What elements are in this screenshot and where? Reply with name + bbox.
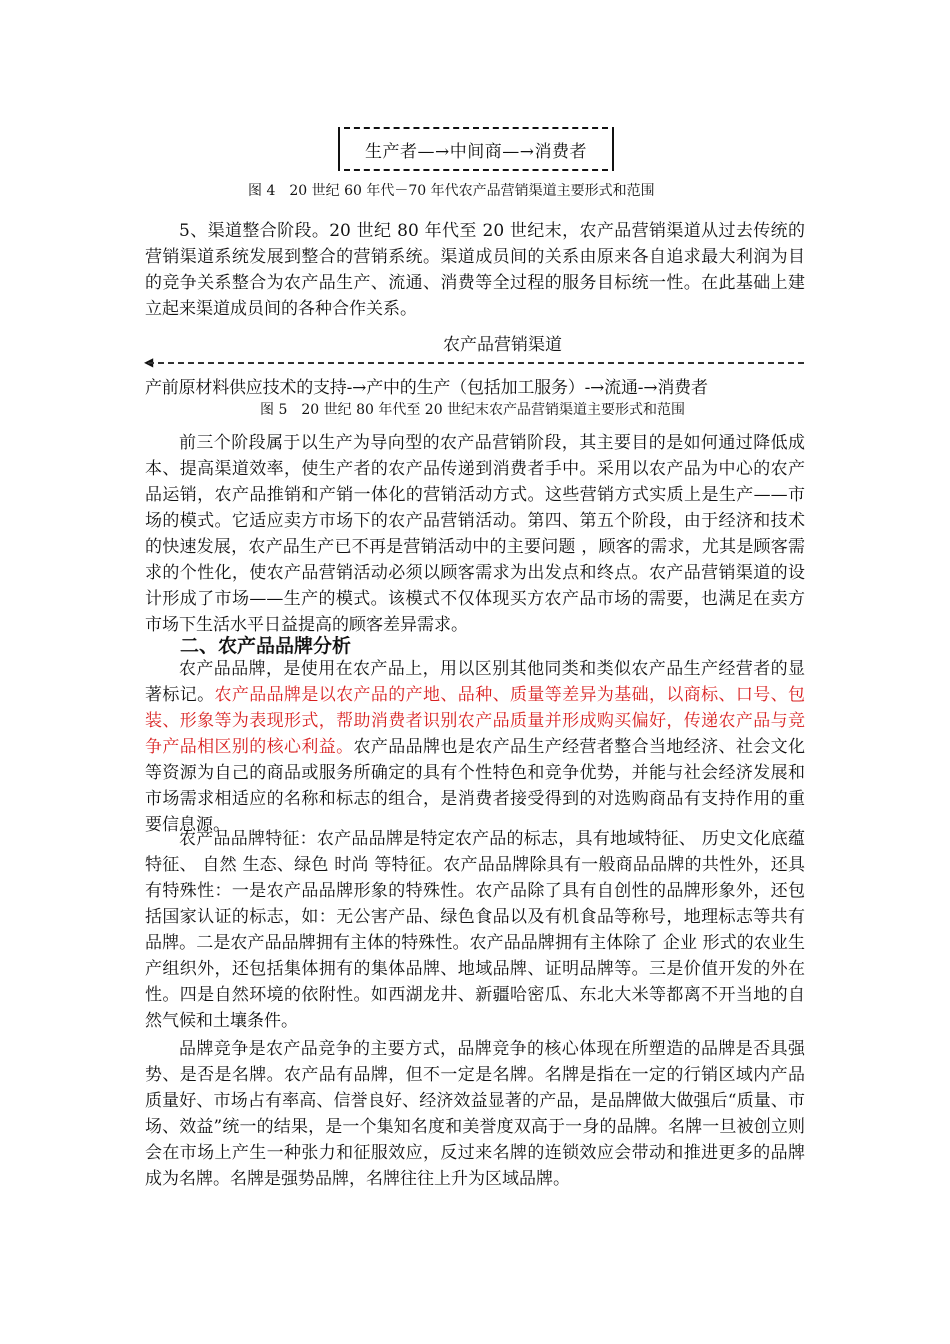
brand-definition-text: 农产品品牌，是使用在农产品上，用以区别其他同类和类似农产品生产经营者的显著标记。 <box>145 659 805 705</box>
paragraph-channel-integration: 5、渠道整合阶段。20 世纪 80 年代至 20 世纪末，农产品营销渠道从过去传统的营销渠道系统发展到整合的营销系统。渠道成员间的关系由原来各自追求最大利润为目的竞争关系整合为农产品生产、流通、消费等全过程的服务目标统一性。在此基础上建立起来渠道成员间的各种合作关系。 <box>145 221 805 319</box>
box-bottom-border <box>344 169 608 171</box>
figure5-title: 农产品营销渠道 <box>443 335 562 355</box>
section-heading: 二、农产品品牌分析 <box>180 635 352 657</box>
figure4-caption: 图 4 20 世纪 60 年代－70 年代农产品营销渠道主要形式和范围 <box>248 183 655 199</box>
figure5-chain: 产前原材料供应技术的支持-→产中的生产（包括加工服务）-→流通-→消费者 <box>145 378 708 398</box>
brand-definition-continued: 农产品品牌也是农产品生产经营者整合当地经济、社会文化等资源为自己的商品或服务所确定的具有个性特色和竞争优势，并能与社会经济发展和市场需求相适应的名称和标志的组合，是消费者接受得到的对选购商品有支持作用的重要信息源。 <box>145 737 806 835</box>
box-top-border <box>344 127 608 129</box>
paragraph-brand-definition <box>145 656 805 838</box>
figure4-chain-box <box>338 127 614 171</box>
brand-definition-highlight: 农产品品牌是以农产品的产地、品种、质量等差异为基础，以商标、口号、包装、形象等为表现形式，帮助消费者识别农产品质量并形成购买偏好，传递农产品与竞争产品相区别的核心利益。 <box>145 685 806 757</box>
paragraph-brand-competition: 品牌竞争是农产品竞争的主要方式，品牌竞争的核心体现在所塑造的品牌是否具强势、是否是名牌。农产品有品牌，但不一定是名牌。名牌是指在一定的行销区域内产品质量好、市场占有率高、信誉良好、经济效益显著的产品，是品牌做大做强后“质量、市场、效益”统一的结果，是一个集知名度和美誉度双高于一身的品牌。名牌一旦被创立则会在市场上产生一种张力和征服效应，反过来名牌的连锁效应会带动和推进更多的品牌成为名牌。名牌是强势品牌，名牌往往上升为区域品牌。 <box>145 1039 805 1189</box>
paragraph-summary: 前三个阶段属于以生产为导向型的农产品营销阶段，其主要目的是如何通过降低成本、提高渠道效率，使生产者的农产品传递到消费者手中。采用以农产品为中心的农产品运销，农产品推销和产销一体化的营销活动方式。这些营销方式实质上是生产——市场的模式。它适应卖方市场下的农产品营销活动。第四、第五个阶段，由于经济和技术的快速发展，农产品生产已不再是营销活动中的主要问题 ，顾客的需求，尤其是顾客需求的个性化，使农产品营销活动必须以顾客需求为出发点和终点。农产品营销渠道的设计形成了市场——生产的模式。该模式不仅体现买方农产品市场的需要，也满足在卖方市场下生活水平日益提高的顾客差异需求。 <box>145 433 805 635</box>
left-arrow-icon: ◀ <box>144 355 154 369</box>
figure5-caption: 图 5 20 世纪 80 年代至 20 世纪末农产品营销渠道主要形式和范围 <box>260 402 686 418</box>
paragraph-brand-features: 农产品品牌特征：农产品品牌是特定农产品的标志，具有地域特征、 历史文化底蕴特征、 自然 生态、绿色 时尚 等特征。农产品品牌除具有一般商品品牌的共性外，还具有特殊性：一是农产品品牌形象的特殊性。农产品除了具有自创性的品牌形象外，还包括国家认证的标志，如：无公害产品、绿色食品以及有机食品等称号，地理标志等共有品牌。二是农产品品牌拥有主体的特殊性。农产品品牌拥有主体除了 企业 形式的农业生产组织外，还包括集体拥有的集体品牌、地域品牌、证明品牌等。三是价值开发的外在性。四是自然环境的依附性。如西湖龙井、新疆哈密瓜、东北大米等都离不开当地的自然气候和土壤条件。 <box>145 829 805 1031</box>
figure4-chain: 生产者—→中间商—→消费者 <box>365 142 587 162</box>
figure5-dashed-arrow <box>148 362 804 364</box>
